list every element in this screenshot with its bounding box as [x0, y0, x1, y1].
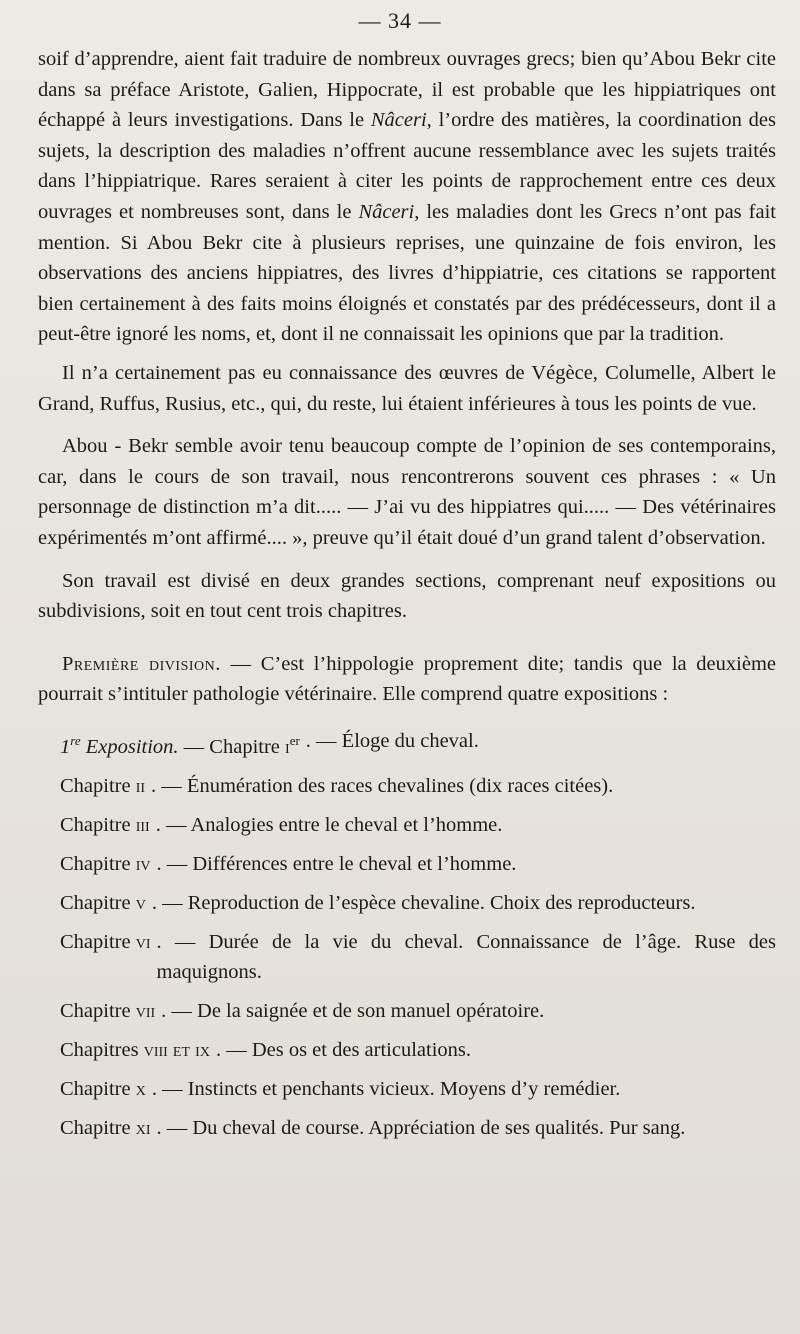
chapter-lead	[60, 771, 151, 801]
chapter-word: Chapitre	[60, 852, 136, 875]
chapter-desc: . — De la saignée et de son manuel opératoire.	[161, 999, 545, 1022]
chapter-lead	[60, 1113, 157, 1143]
chapter-desc: . — Instincts et penchants vicieux. Moyens d’y remédier.	[151, 1077, 621, 1100]
chapter-word: Chapitre	[60, 1077, 136, 1100]
chapter-list	[38, 726, 776, 1143]
chapter-lead	[60, 810, 156, 840]
chapter-word: Chapitre	[60, 774, 136, 797]
paragraph-5	[38, 649, 776, 710]
chapter-word: Chapitre	[60, 999, 136, 1022]
chapter-number: iii	[135, 813, 150, 836]
chapter-lead	[60, 888, 152, 918]
chapter-entry	[60, 726, 776, 762]
chapter-desc: . — Éloge du cheval.	[305, 729, 479, 752]
chapter-number: iv	[135, 852, 151, 875]
chapter-lead	[60, 726, 306, 762]
chapter-number: x	[135, 1077, 146, 1100]
chapter-number: v	[135, 891, 146, 914]
chapter-number: ii	[135, 774, 146, 797]
chapter-lead	[60, 927, 157, 987]
chapter-word: Chapitre	[60, 930, 136, 953]
chapter-desc: . — Énumération des races chevalines (dix races citées).	[151, 774, 614, 797]
body-text	[38, 44, 776, 1152]
exposition-number: 1	[60, 735, 71, 758]
paragraph-1-part-b: , l’ordre des matières, la coordination des sujets, la description des maladies n’offrent aucune ressemblance avec les sujets traités dans l’hippiatrique. Rares seraient à citer les points de rapprochement entre ces deux ouvrages et nombreuses sont, dans le	[38, 109, 776, 223]
chapter-word: Chapitre	[60, 1116, 136, 1139]
chapter-entry	[60, 771, 776, 801]
chapter-word: — Chapitre	[178, 735, 286, 758]
chapter-entry	[60, 1113, 776, 1143]
chapter-word: Chapitre	[60, 813, 136, 836]
chapter-number: viii et ix	[143, 1038, 210, 1061]
chapter-entry	[60, 1074, 776, 1104]
chapter-desc: . — Durée de la vie du cheval. Connaissance de l’âge. Ruse des maquignons.	[156, 930, 776, 983]
division-text: — C’est l’hippologie proprement dite; tandis que la deuxième pourrait s’intituler pathologie vétérinaire. Elle comprend quatre expositions :	[38, 652, 776, 706]
chapter-entry	[60, 888, 776, 918]
chapter-desc: . — Des os et des articulations.	[215, 1038, 471, 1061]
chapter-entry	[60, 810, 776, 840]
paragraph-1-part-c: , les maladies dont les Grecs n’ont pas fait mention. Si Abou Bekr cite à plusieurs reprises, une quinzaine de fois environ, les observations des anciens hippiatres, des livres d’hippiatrie, ces citations se rapportent bien certainement à des faits moins éloignés et constatés par des prédécesseurs, dont il a peut-être ignoré les noms, et, dont il ne connaissait les opinions que par la tradition.	[38, 200, 776, 346]
exposition-word: Exposition.	[80, 735, 179, 758]
paragraph-1	[38, 44, 776, 350]
chapter-word: Chapitres	[60, 1038, 144, 1061]
chapter-desc: . — Reproduction de l’espèce chevaline. Choix des reproducteurs.	[151, 891, 696, 914]
chapter-lead	[60, 1074, 152, 1104]
chapter-desc: . — Analogies entre le cheval et l’homme.	[155, 813, 503, 836]
chapter-lead	[60, 996, 161, 1026]
paragraph-3: Abou - Bekr semble avoir tenu beaucoup compte de l’opinion de ses contemporains, car, dans le cours de son travail, nous rencontrerons souvent ces phrases : « Un personnage de distinction m’a dit..... — J’ai vu des hippiatres qui..... — Des vétérinaires expérimentés m’ont affirmé.... », preuve qu’il était doué d’un grand talent d’observation.	[38, 435, 776, 549]
paragraph-2: Il n’a certainement pas eu connaissance des œuvres de Végèce, Columelle, Albert le Grand, Ruffus, Rusius, etc., qui, du reste, lui étaient inférieures à tous les points de vue.	[38, 361, 776, 415]
chapter-lead	[60, 849, 157, 879]
chapter-lead	[60, 1035, 216, 1065]
chapter-entry	[60, 1035, 776, 1065]
chapter-number: i	[285, 735, 290, 758]
chapter-number: xi	[135, 1116, 151, 1139]
chapter-entry	[60, 996, 776, 1026]
chapter-number: vi	[135, 930, 151, 953]
chapter-desc: . — Différences entre le cheval et l’homme.	[156, 852, 517, 875]
paragraph-4: Son travail est divisé en deux grandes sections, comprenant neuf expositions ou subdivisions, soit en tout cent trois chapitres.	[38, 569, 776, 623]
division-heading: Première division.	[62, 652, 221, 675]
page-number: — 34 —	[358, 8, 442, 33]
chapter-entry	[60, 849, 776, 879]
chapter-sup: er	[289, 732, 300, 748]
chapter-entry	[60, 927, 776, 987]
title-naceri-2: Nâceri	[358, 200, 415, 223]
chapter-word: Chapitre	[60, 891, 136, 914]
chapter-number: vii	[135, 999, 156, 1022]
chapter-desc: . — Du cheval de course. Appréciation de ses qualités. Pur sang.	[156, 1116, 686, 1139]
exposition-sup: re	[70, 732, 81, 748]
title-naceri: Nâceri	[370, 109, 427, 132]
paragraph-1-part-a: soif d’apprendre, aient fait traduire de nombreux ouvrages grecs; bien qu’Abou Bekr cite dans sa préface Aristote, Galien, Hippocrate, il est probable que les hippiatriques ont échappé à leurs investigations. Dans le	[38, 48, 776, 132]
